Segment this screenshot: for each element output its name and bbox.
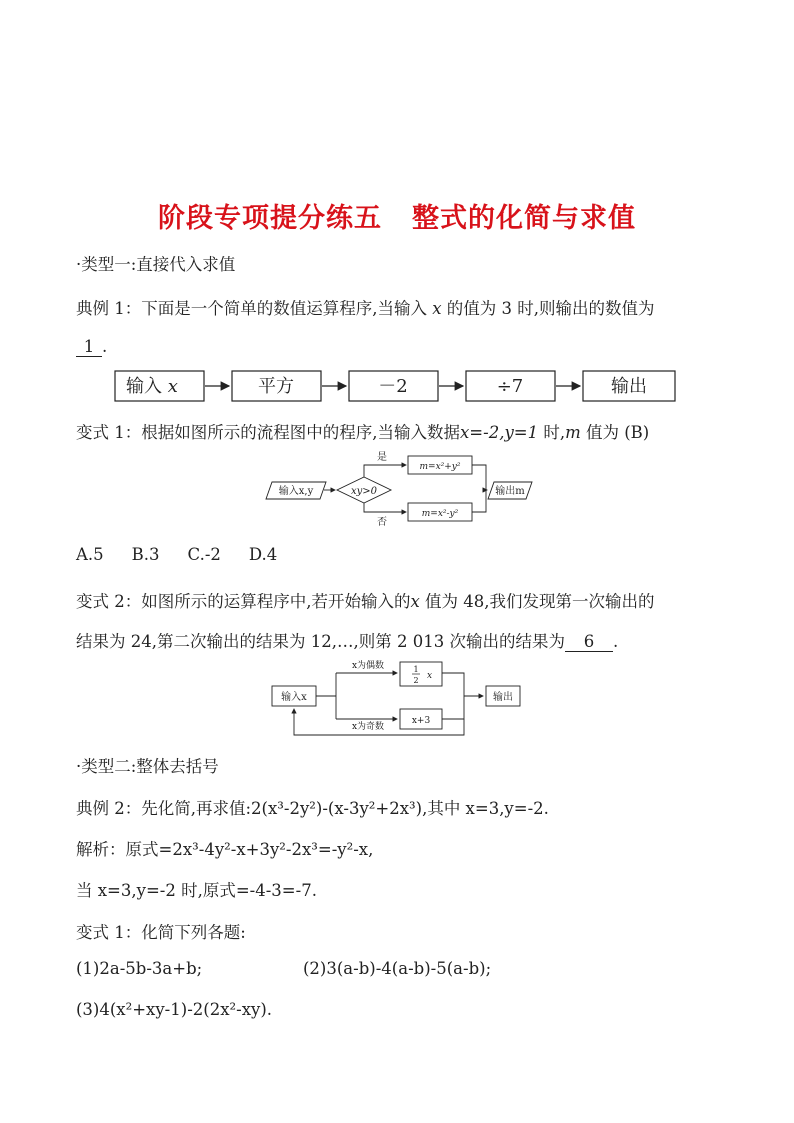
flow2-output-text: 输出m [495, 486, 525, 497]
variant2-label: 变式 2 [76, 592, 125, 611]
option-b: B.3 [131, 545, 160, 564]
option-a: A.5 [76, 545, 104, 564]
flow2-yes-line [364, 465, 406, 477]
flow2-decision-text: xy>0 [350, 486, 378, 497]
title-part2: 整式的化简与求值 [412, 203, 636, 234]
option-c: C.-2 [187, 545, 221, 564]
flow2-no-line [364, 503, 406, 512]
flow2-input-text: 输入x,y [278, 486, 314, 497]
flow3-merge-line [442, 673, 464, 719]
title-part1: 阶段专项提分练五 [158, 203, 382, 234]
variant2-question-line2: 结果为 24,第二次输出的结果为 12,…,则第 2 013 次输出的结果为 6 . [76, 632, 619, 651]
flow3-input-text: 输入x [281, 692, 307, 703]
variant1-label: 变式 1 [76, 423, 125, 442]
variant1-options [76, 545, 305, 564]
variant3-label: 变式 1 [76, 923, 125, 942]
flow1-output-text: 输出 [611, 376, 647, 397]
flow3-output-text: 输出 [493, 692, 513, 703]
section2-heading: ·类型二:整体去括号 [76, 757, 219, 776]
flow3-half-var: x [427, 671, 433, 681]
flow3-even-label: x为偶数 [351, 661, 385, 671]
variant2-flowchart [270, 659, 522, 739]
flow2-yes-box-text: m=x²+y² [419, 462, 461, 472]
flow2-yes-label: 是 [377, 452, 387, 463]
variant1-question: 变式 1：根据如图所示的流程图中的程序,当输入数据x=-2,y=1 时,m 值为 (B) [76, 423, 650, 442]
example1-answer-line: 1 . [76, 337, 107, 357]
variant3-problem2: (2)3(a-b)-4(a-b)-5(a-b); [303, 959, 492, 978]
variant3-problem3: (3)4(x²+xy-1)-2(2x²-xy). [76, 1000, 273, 1019]
section1-heading: ·类型一:直接代入求值 [76, 255, 236, 274]
flow3-odd-label: x为奇数 [351, 722, 385, 732]
variant2-answer: 6 [565, 633, 613, 652]
flow3-half-denominator: 2 [413, 676, 419, 685]
flow1-square-text: 平方 [258, 376, 294, 397]
option-d: D.4 [248, 545, 278, 564]
variant3-question: 变式 1：化简下列各题: [76, 923, 246, 942]
flow3-half-numerator: 1 [413, 665, 419, 674]
example1-answer: 1 [76, 338, 102, 357]
flow3-plus-text: x+3 [411, 716, 431, 726]
solution-line1: 解析：原式=2x³-4y²-x+3y²-2x³=-y²-x, [76, 840, 374, 859]
example1-label: 典例 1 [76, 299, 125, 318]
variant1-flowchart [264, 451, 534, 527]
example2-question: 典例 2：先化简,再求值:2(x³-2y²)-(x-3y²+2x³),其中 x=3,y=-2. [76, 799, 549, 818]
flow1-divide-text: ÷7 [496, 376, 524, 397]
variant3-problem1: (1)2a-5b-3a+b; [76, 959, 203, 978]
example1-flowchart [114, 369, 682, 405]
flow2-merge-line [472, 465, 486, 512]
variant2-question-line1: 变式 2：如图所示的运算程序中,若开始输入的x 值为 48,我们发现第一次输出的 [76, 592, 655, 611]
page-title [0, 196, 794, 235]
flow3-half-box [400, 662, 442, 686]
example1-question: 典例 1：下面是一个简单的数值运算程序,当输入 x 的值为 3 时,则输出的数值为 [76, 299, 655, 318]
example2-label: 典例 2 [76, 799, 125, 818]
flow1-minus-text: －2 [378, 376, 408, 397]
flow2-no-label: 否 [377, 517, 387, 527]
solution-line2: 当 x=3,y=-2 时,原式=-4-3=-7. [76, 881, 317, 900]
flow1-input-text: 输入 x [126, 376, 178, 397]
flow2-no-box-text: m=x²-y² [421, 509, 459, 519]
